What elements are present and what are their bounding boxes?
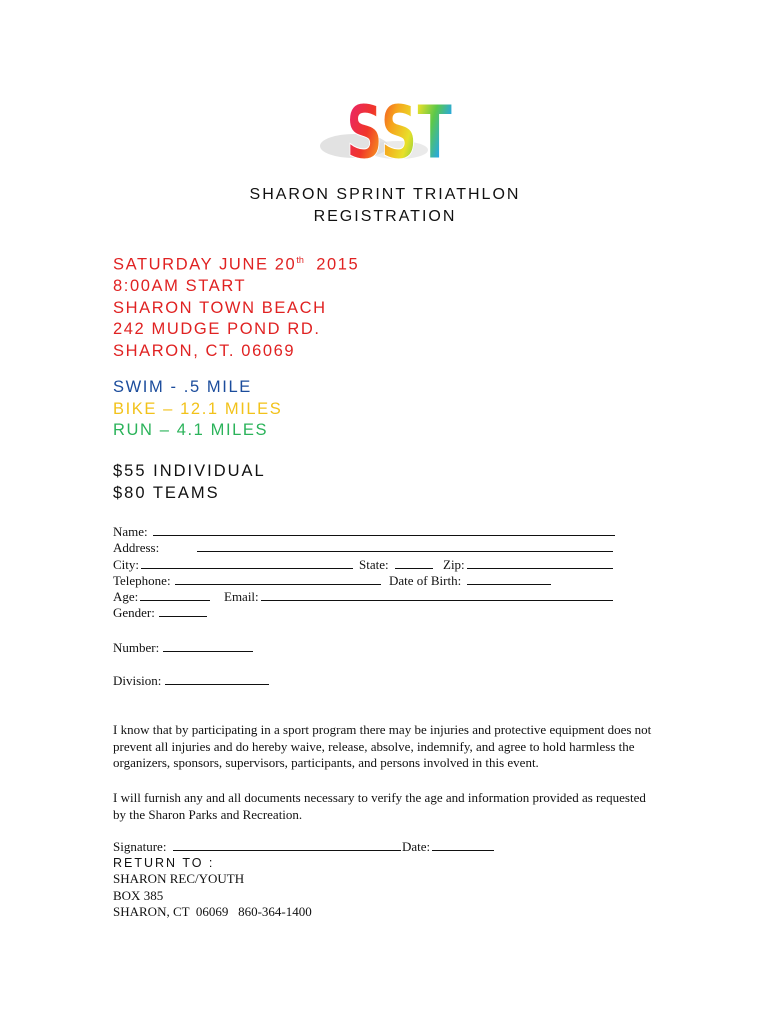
- event-date-main: SATURDAY JUNE 20: [113, 255, 297, 274]
- date-field[interactable]: [432, 838, 494, 851]
- name-field[interactable]: [153, 523, 615, 536]
- dob-field[interactable]: [467, 572, 551, 585]
- number-row: [113, 640, 413, 656]
- division-label: Division:: [113, 673, 162, 688]
- price-individual: $55 INDIVIDUAL: [113, 462, 266, 480]
- title-line-1: SHARON SPRINT TRIATHLON: [249, 186, 521, 203]
- city-field[interactable]: [141, 556, 353, 569]
- title-line-2: REGISTRATION: [313, 208, 457, 225]
- event-details: [113, 250, 359, 362]
- email-field[interactable]: [261, 588, 613, 601]
- age-field[interactable]: [140, 588, 210, 601]
- gender-field[interactable]: [159, 604, 207, 617]
- address-field[interactable]: [197, 539, 613, 552]
- telephone-row: [113, 573, 623, 589]
- event-date: [113, 250, 359, 276]
- leg-bike: BIKE – 12.1 MILES: [113, 399, 283, 418]
- signature-row: [113, 839, 533, 855]
- event-date-suffix: th: [296, 255, 304, 265]
- waiver-paragraph: I know that by participating in a sport program there may be injuries and protective equipment does not prevent all injuries and do hereby waive, release, absolve, indemnify, and agree to hold harmless the organizers, sponsors, supervisors, participants, and persons involved in this event.: [113, 722, 652, 770]
- leg-run: RUN – 4.1 MILES: [113, 421, 269, 439]
- sst-logo: [316, 84, 456, 176]
- return-line-3: SHARON, CT 06069 860-364-1400: [113, 903, 312, 919]
- division-field[interactable]: [165, 672, 269, 685]
- age-email-row: [113, 589, 623, 605]
- zip-label: Zip:: [443, 556, 465, 572]
- event-start: 8:00AM START: [113, 277, 247, 295]
- documents-paragraph: I will furnish any and all documents necessary to verify the age and information provided as requested by the Sharon Parks and Recreation.: [113, 790, 646, 822]
- state-field[interactable]: [395, 556, 433, 569]
- name-row: [113, 524, 623, 540]
- city-row: [113, 557, 623, 573]
- age-label: Age:: [113, 589, 139, 605]
- date-label: Date:: [402, 839, 431, 854]
- event-address: 242 MUDGE POND RD.: [113, 320, 321, 338]
- dob-label: Date of Birth:: [389, 572, 462, 588]
- name-label: Name:: [113, 524, 148, 539]
- gender-label: Gender:: [113, 605, 155, 621]
- event-date-year: 2015: [316, 255, 360, 274]
- telephone-field[interactable]: [175, 572, 381, 585]
- email-label: Email:: [224, 589, 259, 605]
- return-to-heading: RETURN TO :: [113, 856, 215, 870]
- pricing: [113, 461, 266, 504]
- return-to-block: [113, 855, 513, 920]
- event-location: SHARON TOWN BEACH: [113, 298, 327, 317]
- signature-field[interactable]: [173, 838, 401, 851]
- number-field[interactable]: [163, 639, 253, 652]
- race-legs: [113, 377, 282, 442]
- address-label: Address:: [113, 540, 160, 556]
- return-line-1: SHARON REC/YOUTH: [113, 871, 245, 887]
- return-line-2: BOX 385: [113, 887, 164, 903]
- number-label: Number:: [113, 640, 160, 655]
- telephone-label: Telephone:: [113, 572, 171, 588]
- division-row: [113, 673, 413, 689]
- gender-row: [113, 605, 623, 621]
- city-label: City:: [113, 556, 140, 572]
- signature-label: Signature:: [113, 839, 167, 854]
- event-city: SHARON, CT. 06069: [113, 341, 296, 360]
- sst-logo-lettering: SST: [346, 90, 453, 176]
- price-teams: $80 TEAMS: [113, 483, 220, 502]
- registration-fields: [113, 524, 623, 622]
- zip-field[interactable]: [467, 556, 613, 569]
- leg-swim: SWIM - .5 MILE: [113, 378, 252, 396]
- state-label: State:: [359, 556, 389, 572]
- address-row: [113, 540, 623, 556]
